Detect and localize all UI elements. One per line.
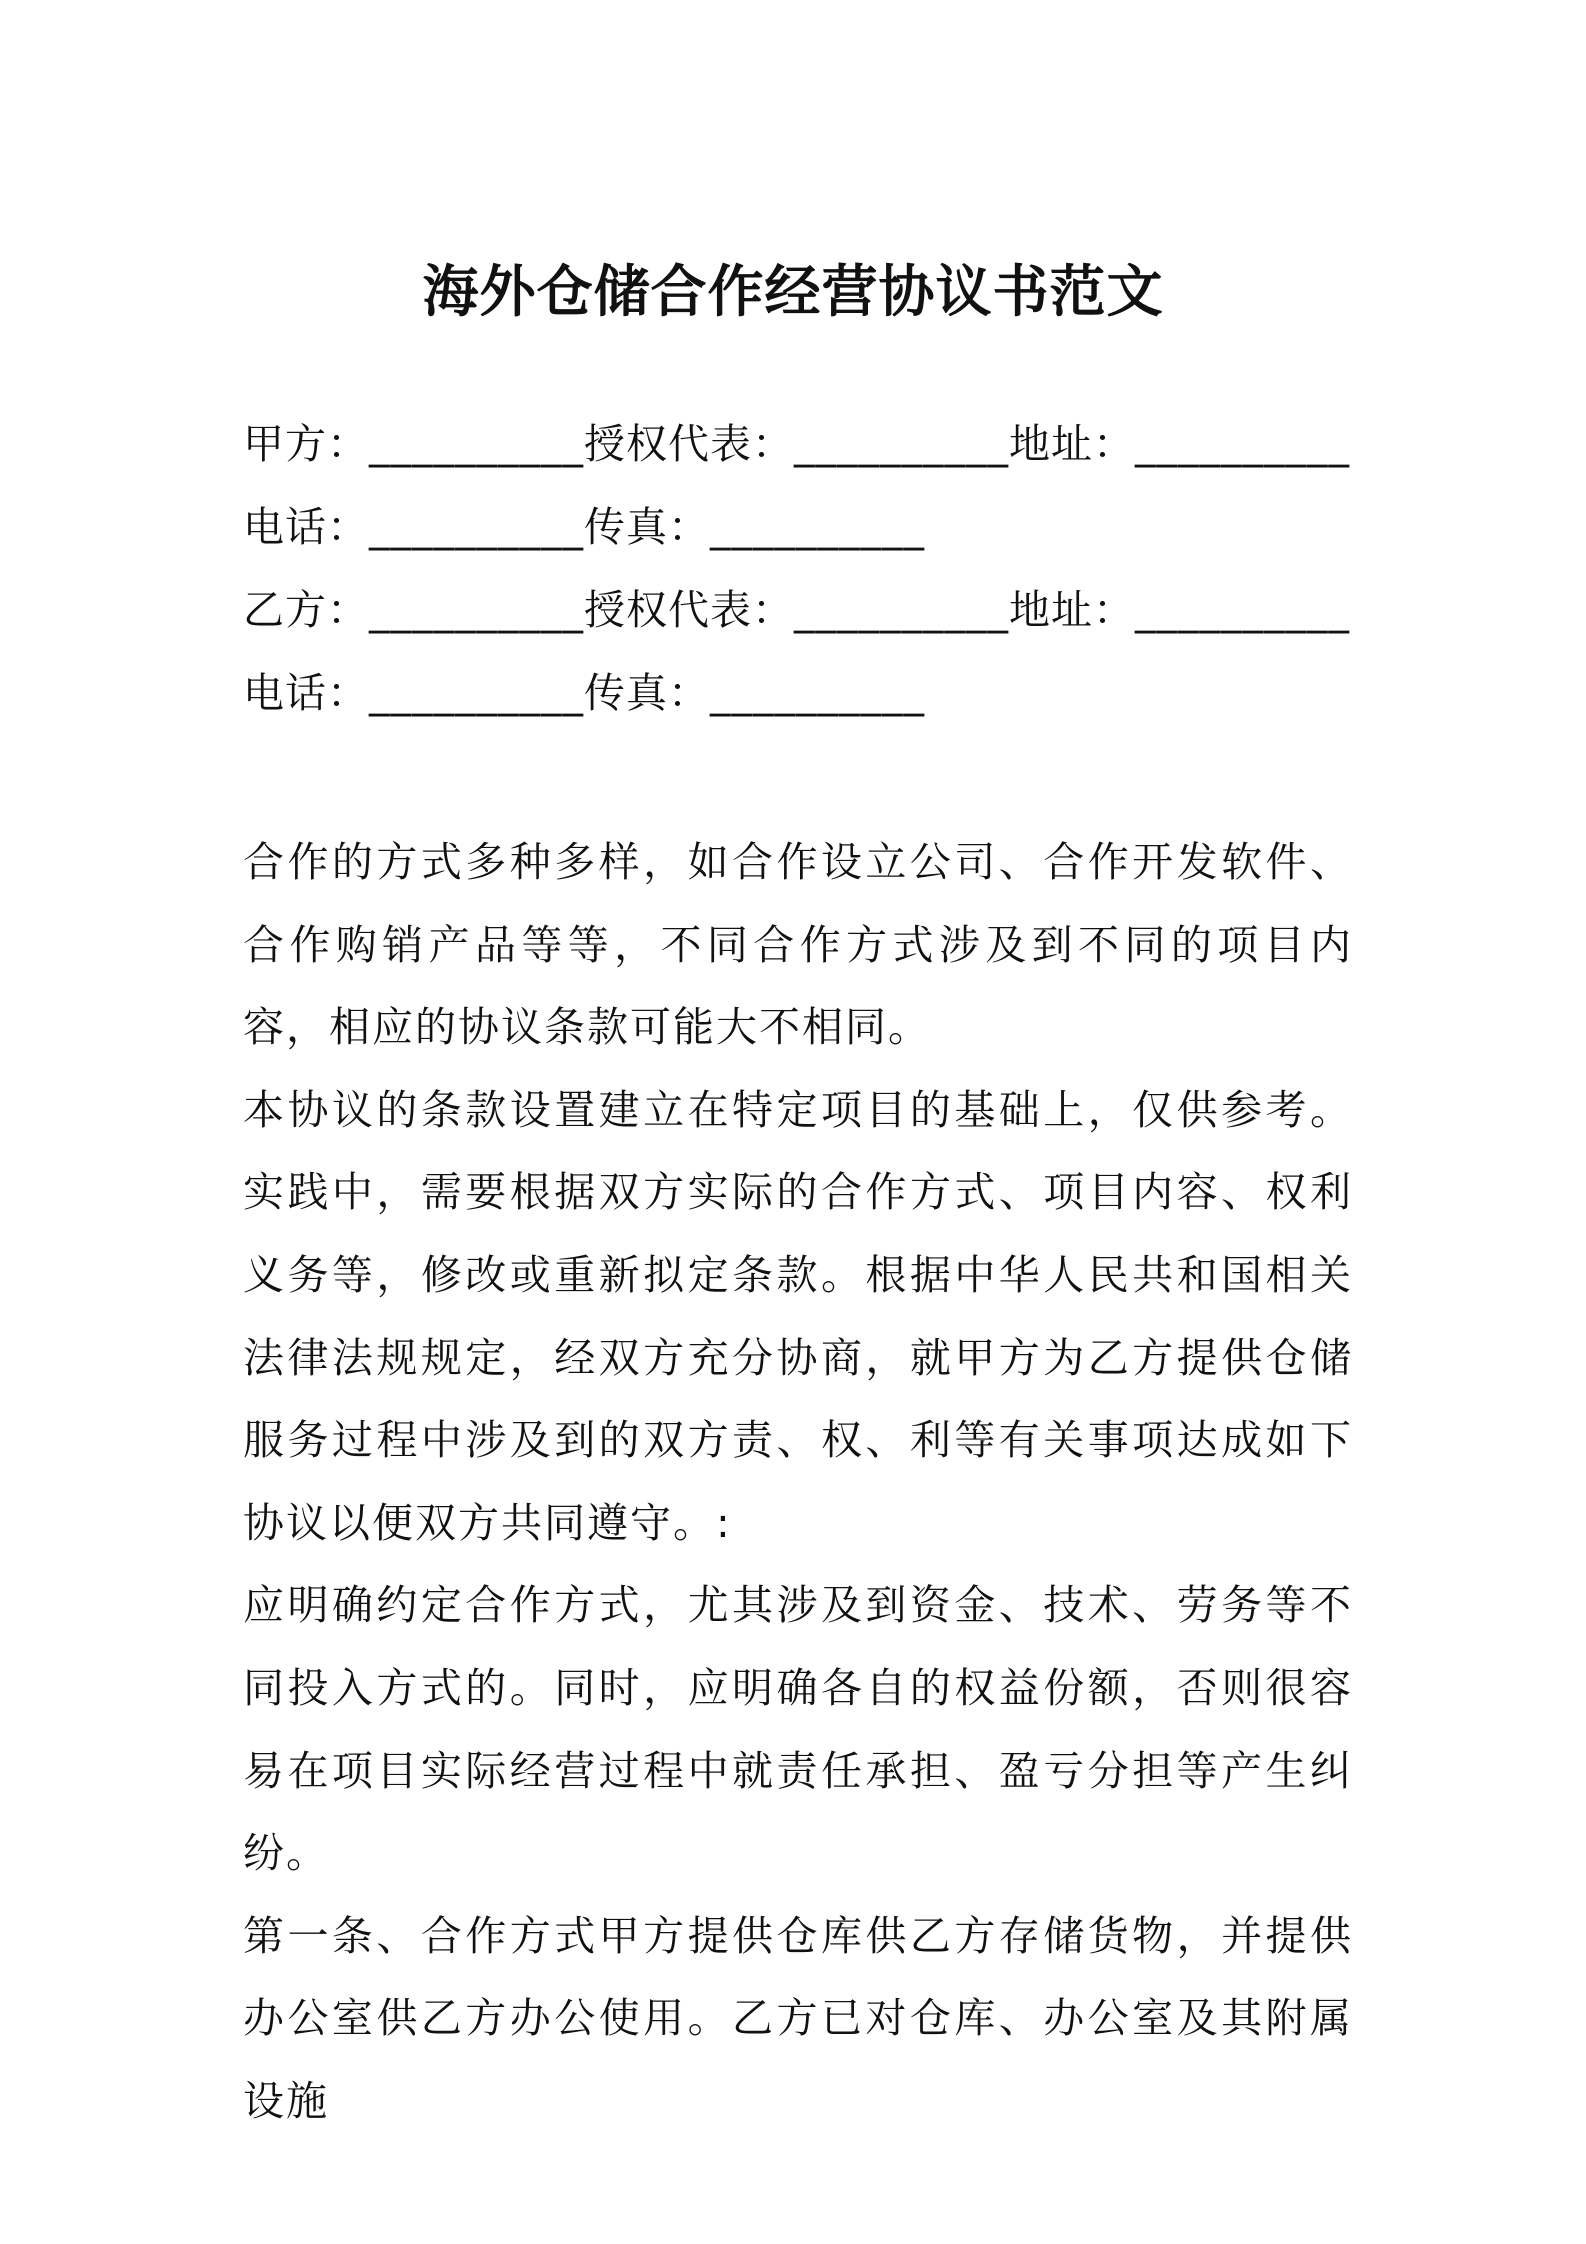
paragraph-basis: 本协议的条款设置建立在特定项目的基础上，仅供参考。实践中，需要根据双方实际的合作方式、项目内容、权利义务等，修改或重新拟定条款。根据中华人民共和国相关法律法规规定，经双方充分协商，就甲方为乙方提供仓储服务过程中涉及到的双方责、权、利等有关事项达成如下协议以便双方共同遵守。: xyxy=(243,1085,1353,1547)
paragraph-intro: 合作的方式多种多样，如合作设立公司、合作开发软件、合作购销产品等等，不同合作方式涉及到不同的项目内容，相应的协议条款可能大不相同。 xyxy=(243,838,1353,1052)
document-body xyxy=(243,821,1353,2143)
party-info-block xyxy=(243,403,1353,735)
party-a-line: 甲方：__________授权代表：__________地址：__________ xyxy=(243,420,1350,468)
party-b-line: 乙方：__________授权代表：__________地址：__________ xyxy=(243,586,1350,634)
document-title: 海外仓储合作经营协议书范文 xyxy=(422,260,1164,325)
party-a-contact-line: 电话：__________传真：__________ xyxy=(243,503,925,551)
paragraph-article-1: 第一条、合作方式甲方提供仓库供乙方存储货物，并提供办公室供乙方办公使用。乙方已对仓库、办公室及其附属设施 xyxy=(243,1911,1353,2125)
party-b-contact-line: 电话：__________传真：__________ xyxy=(243,669,925,717)
paragraph-note: 应明确约定合作方式，尤其涉及到资金、技术、劳务等不同投入方式的。同时，应明确各自的权益份额，否则很容易在项目实际经营过程中就责任承担、盈亏分担等产生纠纷。 xyxy=(243,1581,1353,1878)
